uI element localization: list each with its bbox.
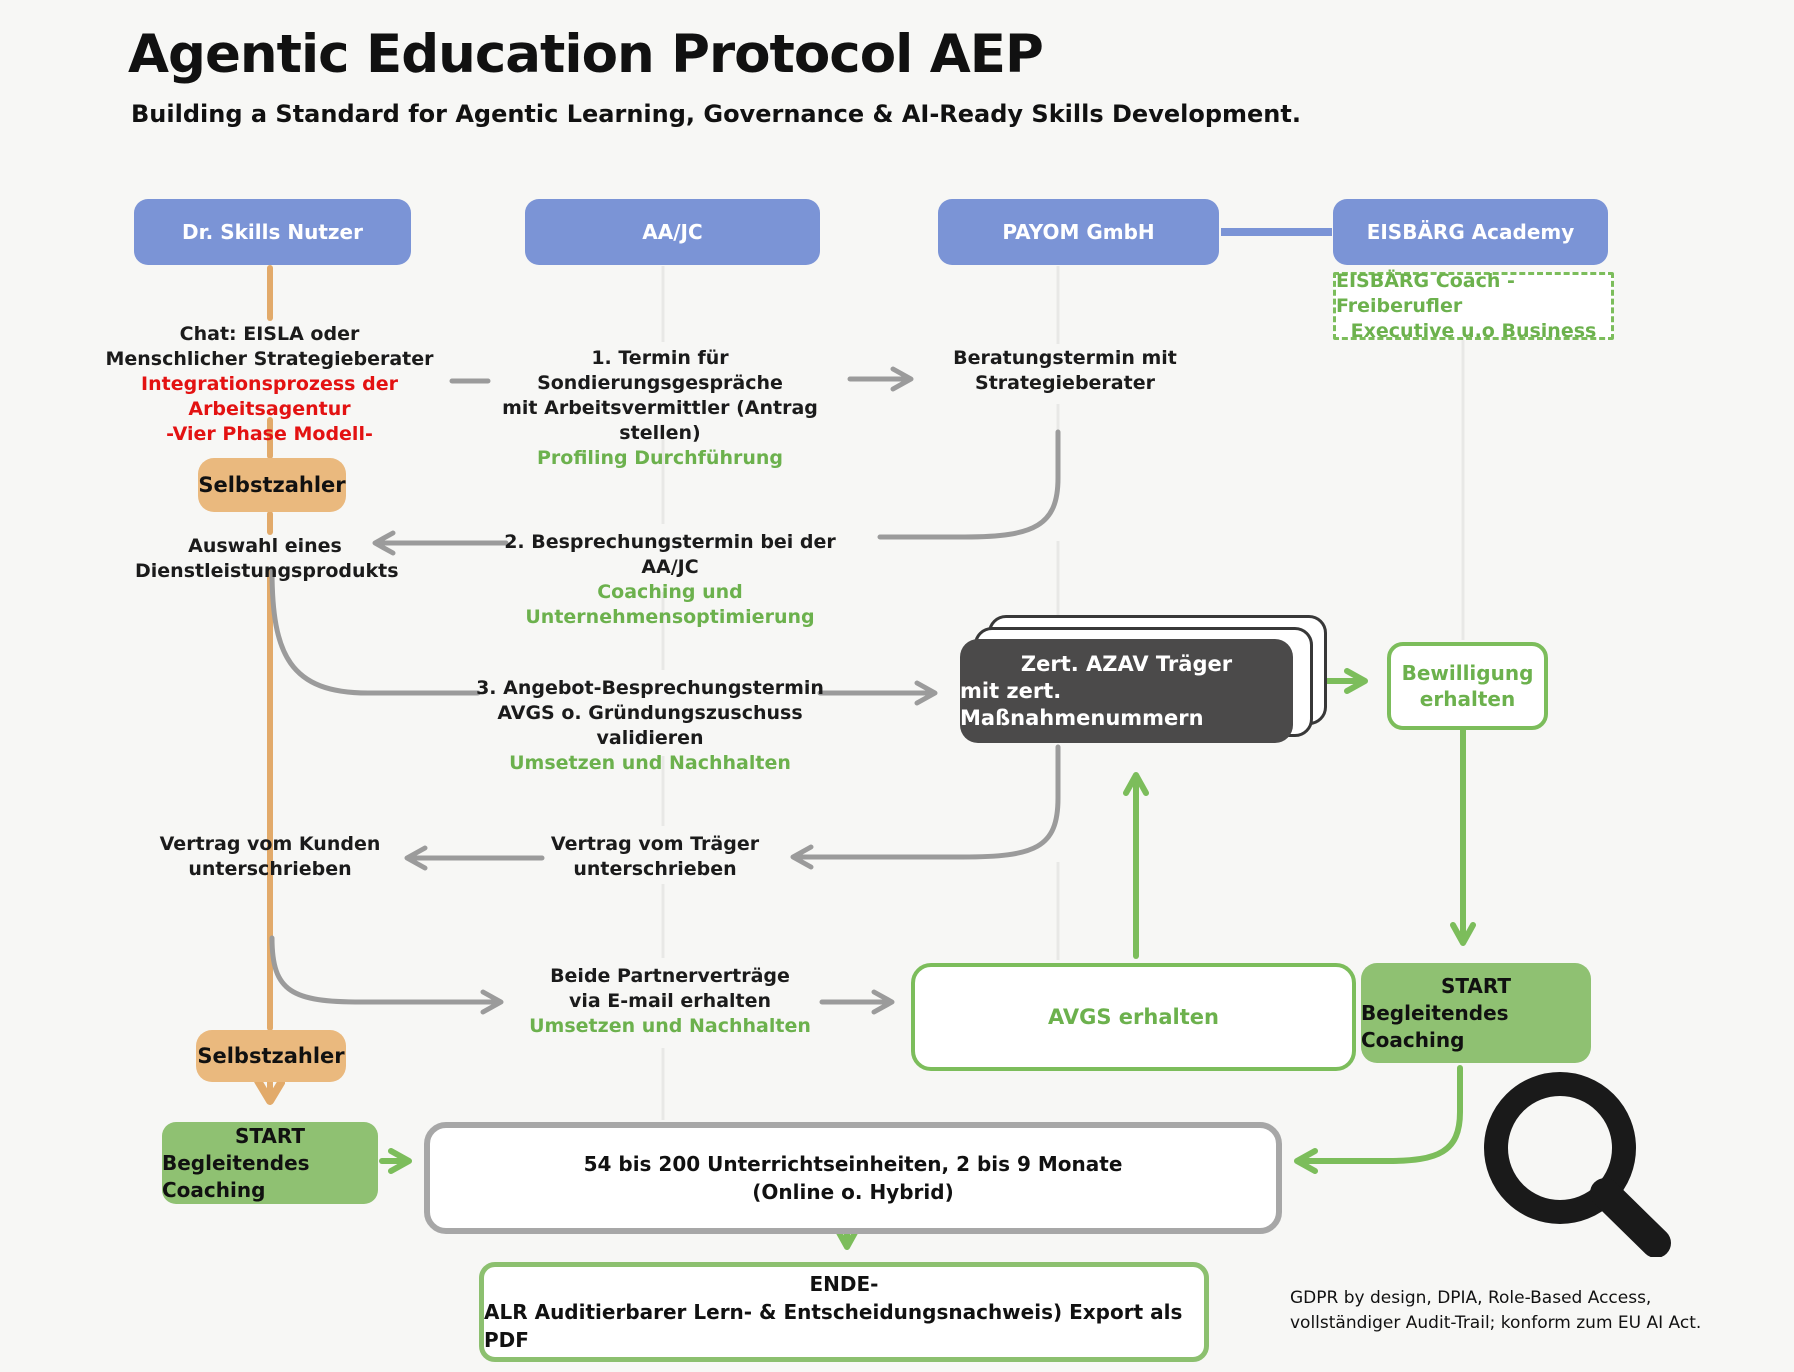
beratung-line2: Strategieberater — [975, 372, 1155, 394]
step2-line2: Coaching und Unternehmensoptimierung — [525, 581, 815, 628]
coach-line1: EISBÄRG Coach - Freiberufler — [1336, 269, 1515, 317]
gdpr-note — [1290, 1286, 1710, 1336]
duration-box — [424, 1122, 1282, 1234]
partner-node — [500, 964, 840, 1039]
auswahl-line2: Dienstleistungsprodukts — [135, 560, 399, 582]
azav-line1: Zert. AZAV Träger — [1020, 651, 1233, 676]
bewilligung-line1: Bewilligung — [1401, 661, 1534, 685]
avgs-box — [911, 963, 1356, 1071]
eisbarg-coach-box — [1333, 269, 1614, 342]
step2-line1: 2. Besprechungstermin bei der AA/JC — [504, 531, 836, 578]
step1-line2: mit Arbeitsvermittler (Antrag stellen) — [502, 397, 818, 444]
vertrag-traeger-node — [525, 832, 785, 882]
chat-line2: Menschlicher Strategieberater — [105, 348, 434, 370]
page-title: Agentic Education Protocol AEP — [128, 24, 1043, 85]
duration-line2: (Online o. Hybrid) — [752, 1180, 954, 1204]
column-aa-jc: AA/JC — [525, 199, 820, 265]
step3-line2: AVGS o. Gründungszuschuss validieren — [497, 702, 803, 749]
ende-box — [479, 1262, 1209, 1362]
vertrag-traeger-line1: Vertrag vom Träger — [550, 833, 760, 855]
azav-box — [960, 639, 1293, 743]
step3-line1: 3. Angebot-Besprechungstermin — [476, 677, 824, 699]
start-coaching-right-box — [1361, 963, 1591, 1063]
partner-line1: Beide Partnerverträge — [550, 965, 790, 987]
step1-line1: 1. Termin für Sondierungsgespräche — [537, 347, 783, 394]
start-coaching-left-box — [162, 1122, 378, 1204]
beratung-line1: Beratungstermin mit — [953, 347, 1177, 369]
gdpr-line1: GDPR by design, DPIA, Role-Based Access, — [1290, 1288, 1652, 1308]
vertrag-kunde-node — [140, 832, 400, 882]
partner-line3: Umsetzen und Nachhalten — [529, 1015, 811, 1037]
page-subtitle: Building a Standard for Agentic Learning, Governance & AI-Ready Skills Development. — [131, 100, 1301, 128]
step2-node — [480, 530, 860, 630]
step1-line3: Profiling Durchführung — [537, 447, 783, 469]
gdpr-line2: vollständiger Audit-Trail; konform zum EU AI Act. — [1290, 1313, 1702, 1333]
chat-line1: Chat: EISLA oder — [179, 323, 360, 345]
avgs-label: AVGS erhalten — [1048, 1005, 1219, 1029]
start-left-line2: Begleitendes Coaching — [162, 1150, 310, 1202]
column-eisbarg-academy: EISBÄRG Academy — [1333, 199, 1608, 265]
auswahl-node — [135, 534, 399, 584]
start-right-line2: Begleitendes Coaching — [1361, 1000, 1509, 1052]
selbstzahler-badge-2: Selbstzahler — [196, 1030, 346, 1082]
chat-node — [97, 322, 442, 447]
coach-line2: Executive u.o Business — [1350, 319, 1597, 342]
step1-node — [480, 346, 840, 471]
column-dr-skills-nutzer: Dr. Skills Nutzer — [134, 199, 411, 265]
start-right-line1: START — [1440, 973, 1512, 998]
ende-line1: ENDE- — [809, 1272, 879, 1296]
magnifier-icon — [1472, 1062, 1672, 1257]
step3-node — [470, 676, 830, 776]
selbstzahler-badge-1: Selbstzahler — [198, 458, 346, 512]
vertrag-kunde-line2: unterschrieben — [188, 858, 352, 880]
bewilligung-line2: erhalten — [1419, 687, 1516, 711]
beratung-node — [940, 346, 1190, 396]
ende-line2: ALR Auditierbarer Lern- & Entscheidungsnachweis) Export als PDF — [484, 1300, 1183, 1352]
start-left-line1: START — [234, 1123, 306, 1148]
bewilligung-box — [1387, 642, 1548, 730]
azav-line2: mit zert. Maßnahmenummern — [960, 678, 1204, 730]
vertrag-kunde-line1: Vertrag vom Kunden — [159, 833, 381, 855]
auswahl-line1: Auswahl eines — [188, 535, 342, 557]
chat-line4: -Vier Phase Modell- — [166, 423, 373, 445]
step3-line3: Umsetzen und Nachhalten — [509, 752, 791, 774]
chat-line3: Integrationsprozess der Arbeitsagentur — [141, 373, 398, 420]
column-payom-gmbh: PAYOM GmbH — [938, 199, 1219, 265]
partner-line2: via E-mail erhalten — [568, 990, 772, 1012]
vertrag-traeger-line2: unterschrieben — [573, 858, 737, 880]
duration-line1: 54 bis 200 Unterrichtseinheiten, 2 bis 9 Monate — [583, 1152, 1123, 1176]
